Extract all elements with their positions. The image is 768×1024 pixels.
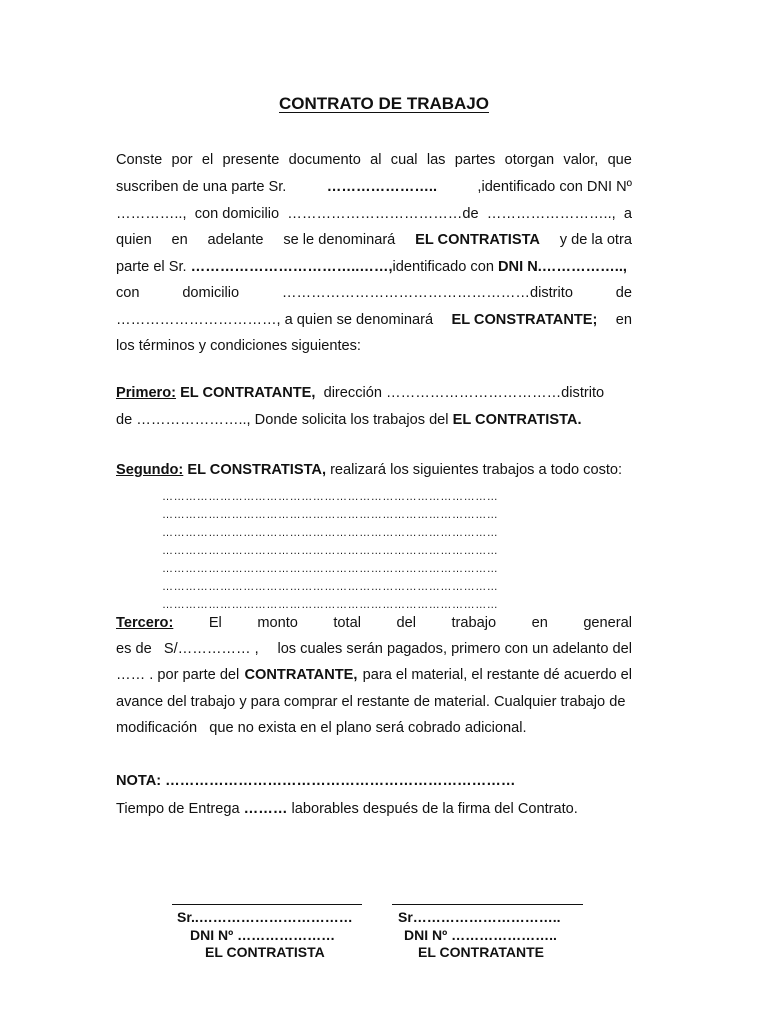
intro-text: los términos y condiciones siguientes: [116, 338, 361, 354]
party-contratante: CONTRATANTE, [244, 667, 358, 683]
intro-text: ……………………………, a quien se denominará [116, 312, 434, 328]
clause-text: para el material, el restante dé acuerdo el [362, 667, 632, 683]
district-placeholder: …………………….., [486, 206, 616, 222]
clause-primero [116, 384, 632, 402]
clause-text: dirección ………………………………distrito [323, 385, 605, 401]
amount-placeholder: es de S/…………… , [116, 641, 259, 657]
word: partes [454, 152, 496, 168]
dotted-line: …………………………………………………………………………… [162, 545, 499, 557]
intro-text: en [171, 232, 188, 248]
word: cual [390, 152, 418, 168]
signer-name-left: Sr..…………………………… [177, 909, 353, 925]
dotted-line: …………………………………………………………………………… [162, 527, 499, 539]
intro-line-1 [116, 151, 632, 169]
party-contratista: EL CONTRATISTA. [452, 412, 582, 428]
clause-tercero-line-2 [116, 640, 632, 658]
delivery-time [116, 800, 632, 818]
word: el [201, 152, 214, 168]
word: por [171, 152, 193, 168]
word: que [607, 152, 632, 168]
intro-text: suscriben de una parte Sr. [116, 179, 287, 195]
word: en [531, 615, 548, 631]
intro-text: adelante [207, 232, 264, 248]
signer-role-left: EL CONTRATISTA [205, 944, 325, 960]
party-contratante: EL CONTRATANTE, [180, 385, 316, 401]
word: del [396, 615, 416, 631]
clause-text: realizará los siguientes trabajos a todo costo: [330, 462, 623, 478]
clause-tercero-line-3 [116, 666, 632, 684]
intro-line-8 [116, 337, 632, 355]
clause-text: …… . por parte del [116, 667, 240, 683]
clause-text: de ………………….., Donde solicita los trabajos del [116, 412, 449, 428]
word: total [333, 615, 361, 631]
clause-primero-line-2 [116, 411, 632, 429]
clause-text: los cuales serán pagados, primero con un adelanto del [277, 641, 632, 657]
delivery-text: laborables después de la firma del Contrato. [291, 801, 578, 817]
signature-line-left [172, 904, 362, 905]
word: documento [288, 152, 361, 168]
dotted-line: …………………………………………………………………………… [162, 491, 499, 503]
word: general [583, 615, 632, 631]
nota [116, 772, 632, 790]
dotted-line: …………………………………………………………………………… [162, 509, 499, 521]
intro-line-5 [116, 258, 632, 276]
days-placeholder: ……… [243, 801, 288, 817]
party-contratista: EL CONSTRATISTA, [187, 462, 326, 478]
intro-text: ,identificado con DNI Nº [477, 179, 632, 195]
intro-text: a [623, 206, 632, 222]
party-contratante: EL CONSTRATANTE; [451, 312, 598, 328]
word: presente [222, 152, 280, 168]
clause-label: Tercero: [116, 615, 174, 631]
dni-label: DNI N. [498, 259, 542, 275]
address-placeholder: ……………………………………………distrito [281, 285, 573, 301]
signer-role-right: EL CONTRATANTE [418, 944, 544, 960]
party-contratista: EL CONTRATISTA [415, 232, 540, 248]
signer-name-right: Sr………………………….. [398, 909, 561, 925]
name-placeholder: ………………….. [326, 179, 438, 195]
dotted-line: …………………………………………………………………………… [162, 581, 499, 593]
address-placeholder: ………………………………de [287, 206, 479, 222]
name-placeholder: ……………………………..……, [190, 259, 393, 275]
word: monto [257, 615, 298, 631]
intro-text: en [615, 312, 632, 328]
dni-placeholder: ………….., [116, 206, 187, 222]
intro-text: parte el Sr. [116, 259, 187, 275]
word: otorgan [504, 152, 555, 168]
dni-placeholder: …………….., [541, 259, 627, 275]
intro-text: y de la otra [559, 232, 632, 248]
clause-tercero [116, 614, 632, 632]
nota-label: NOTA: ……………………………………………………………… [116, 773, 516, 789]
intro-text: domicilio [182, 285, 240, 301]
word: trabajo [451, 615, 497, 631]
word: El [208, 615, 222, 631]
clause-tercero-line-4 [116, 693, 632, 711]
word: Conste [116, 152, 163, 168]
document-title [0, 94, 768, 114]
clause-tercero-line-5 [116, 719, 632, 737]
dotted-line: …………………………………………………………………………… [162, 563, 499, 575]
clause-label: Primero: [116, 385, 177, 401]
clause-text: avance del trabajo y para comprar el restante de material. Cualquier trabajo de [116, 694, 626, 710]
delivery-text: Tiempo de Entrega [116, 801, 240, 817]
intro-text: identificado con [392, 259, 494, 275]
signer-dni-left: DNI Nº ………………… [190, 927, 336, 943]
word: al [370, 152, 382, 168]
signature-line-right [392, 904, 583, 905]
clause-text: modificación que no exista en el plano será cobrado adicional. [116, 720, 527, 736]
clause-segundo [116, 461, 632, 479]
dotted-line: …………………………………………………………………………… [162, 599, 499, 611]
intro-line-4 [116, 231, 632, 249]
intro-text: de [615, 285, 632, 301]
word: las [426, 152, 446, 168]
intro-text: con domicilio [194, 206, 280, 222]
intro-text: con [116, 285, 140, 301]
intro-line-7 [116, 311, 632, 329]
word: valor, [563, 152, 599, 168]
signer-dni-right: DNI Nº ………………….. [404, 927, 557, 943]
clause-label: Segundo: [116, 462, 184, 478]
intro-line-6 [116, 284, 632, 302]
title-text: CONTRATO DE TRABAJO [279, 94, 489, 113]
intro-text: se le denominará [283, 232, 396, 248]
intro-text: quien [116, 232, 152, 248]
intro-line-2 [116, 178, 632, 196]
intro-line-3 [116, 205, 632, 223]
